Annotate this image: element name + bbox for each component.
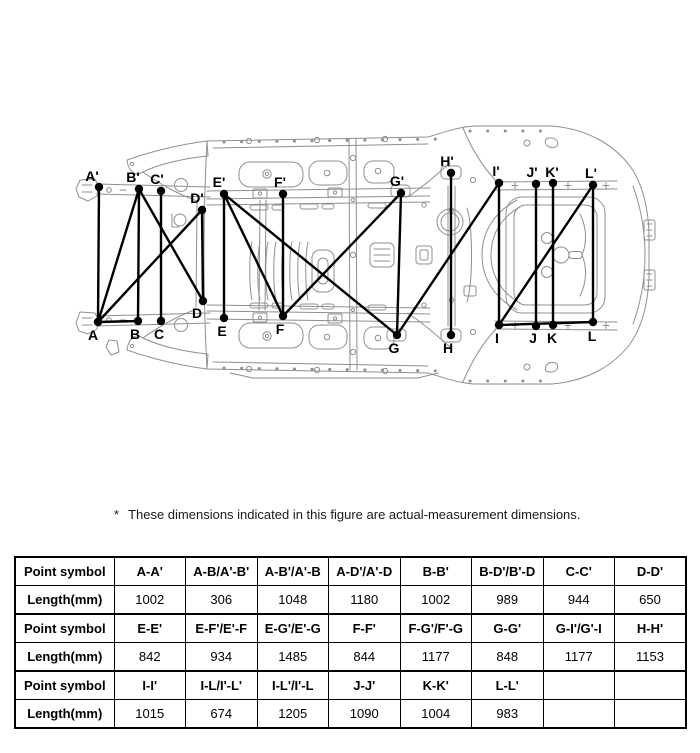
point-dot-K	[549, 321, 557, 329]
cell-r6c6: 983	[472, 700, 544, 729]
table-row-3	[15, 614, 686, 643]
table-row-2	[15, 586, 686, 615]
point-dot-H	[447, 331, 455, 339]
cell-r2c5: 1002	[400, 586, 472, 615]
cell-r2c1: 1002	[114, 586, 186, 615]
cell-r5c8	[615, 671, 687, 700]
measure-line-A-D'	[98, 210, 202, 322]
point-dot-C'	[157, 187, 165, 195]
figure-note	[114, 507, 580, 522]
cell-r5c5: K-K'	[400, 671, 472, 700]
cell-r2c2: 306	[186, 586, 258, 615]
point-dot-J	[532, 322, 540, 330]
cell-r3c3: E-G'/E'-G	[257, 614, 329, 643]
row-header-5: Point symbol	[15, 671, 114, 700]
cell-r1c4: A-D'/A'-D	[329, 557, 401, 586]
measure-line-D-D'	[202, 210, 203, 301]
point-dot-A	[94, 318, 102, 326]
measure-line-I-L	[499, 322, 593, 325]
cell-r6c4: 1090	[329, 700, 401, 729]
note-text: These dimensions indicated in this figure are actual-measurement dimensions.	[128, 507, 581, 522]
point-dot-D	[199, 297, 207, 305]
cell-r6c2: 674	[186, 700, 258, 729]
cell-r6c7	[543, 700, 615, 729]
point-dot-K'	[549, 179, 557, 187]
point-dot-L'	[589, 181, 597, 189]
point-label-G: G	[388, 340, 400, 356]
point-label-D: D	[191, 305, 203, 321]
cell-r6c3: 1205	[257, 700, 329, 729]
cell-r3c6: G-G'	[472, 614, 544, 643]
cell-r4c1: 842	[114, 643, 186, 672]
point-dot-G'	[397, 189, 405, 197]
cell-r6c1: 1015	[114, 700, 186, 729]
point-label-A: A	[87, 327, 99, 343]
point-dot-C	[157, 317, 165, 325]
measure-line-A-A'	[98, 187, 99, 322]
point-dot-G	[393, 331, 401, 339]
cell-r4c8: 1153	[615, 643, 687, 672]
cell-r2c3: 1048	[257, 586, 329, 615]
point-label-H: H	[442, 340, 454, 356]
cell-r3c7: G-I'/G'-I	[543, 614, 615, 643]
point-label-K': K'	[545, 164, 559, 180]
measure-line-B-B'	[138, 189, 139, 321]
point-dot-F	[279, 312, 287, 320]
cell-r4c6: 848	[472, 643, 544, 672]
point-dot-B'	[135, 185, 143, 193]
cell-r6c8	[615, 700, 687, 729]
cell-r1c8: D-D'	[615, 557, 687, 586]
point-label-J: J	[529, 330, 537, 346]
point-label-I: I	[495, 330, 499, 346]
cell-r1c2: A-B/A'-B'	[186, 557, 258, 586]
point-label-F: F	[275, 321, 285, 337]
row-header-2: Length(mm)	[15, 586, 114, 615]
point-label-A': A'	[85, 168, 99, 184]
table-row-6	[15, 700, 686, 729]
point-dot-I	[495, 321, 503, 329]
cell-r4c2: 934	[186, 643, 258, 672]
cell-r3c8: H-H'	[615, 614, 687, 643]
point-label-C: C	[153, 326, 165, 342]
point-dot-E	[220, 314, 228, 322]
row-header-1: Point symbol	[15, 557, 114, 586]
point-dot-H'	[447, 169, 455, 177]
cell-r2c8: 650	[615, 586, 687, 615]
cell-r1c1: A-A'	[114, 557, 186, 586]
point-dot-E'	[220, 190, 228, 198]
measure-line-A-B	[98, 321, 138, 322]
cell-r5c2: I-L/I'-L'	[186, 671, 258, 700]
row-header-3: Point symbol	[15, 614, 114, 643]
point-dot-A'	[95, 183, 103, 191]
row-header-6: Length(mm)	[15, 700, 114, 729]
table-row-1	[15, 557, 686, 586]
point-label-J': J'	[526, 164, 538, 180]
cell-r1c6: B-D'/B'-D	[472, 557, 544, 586]
table-row-4	[15, 643, 686, 672]
point-label-E': E'	[212, 174, 226, 190]
cell-r5c1: I-I'	[114, 671, 186, 700]
cell-r6c5: 1004	[400, 700, 472, 729]
point-label-B': B'	[126, 169, 140, 185]
cell-r2c4: 1180	[329, 586, 401, 615]
point-label-K: K	[546, 330, 558, 346]
dimensions-table	[14, 556, 687, 729]
point-label-H': H'	[440, 153, 454, 169]
cell-r3c2: E-F'/E'-F	[186, 614, 258, 643]
cell-r4c7: 1177	[543, 643, 615, 672]
point-label-F': F'	[274, 174, 286, 190]
point-label-C': C'	[150, 171, 164, 187]
row-header-4: Length(mm)	[15, 643, 114, 672]
point-label-D': D'	[190, 190, 204, 206]
cell-r1c3: A-B'/A'-B	[257, 557, 329, 586]
cell-r3c1: E-E'	[114, 614, 186, 643]
point-label-L': L'	[585, 165, 597, 181]
cell-r2c6: 989	[472, 586, 544, 615]
measure-line-A-B'	[98, 189, 139, 322]
cell-r5c4: J-J'	[329, 671, 401, 700]
cell-r5c7	[543, 671, 615, 700]
point-label-L: L	[587, 328, 597, 344]
point-dot-B	[134, 317, 142, 325]
measure-line-I-L'	[499, 185, 593, 325]
point-label-E: E	[217, 323, 227, 339]
note-asterisk: *	[114, 507, 120, 522]
cell-r5c3: I-L'/I'-L	[257, 671, 329, 700]
table-row-5	[15, 671, 686, 700]
cell-r4c5: 1177	[400, 643, 472, 672]
cell-r3c4: F-F'	[329, 614, 401, 643]
cell-r1c5: B-B'	[400, 557, 472, 586]
cell-r4c4: 844	[329, 643, 401, 672]
point-dot-L	[589, 318, 597, 326]
cell-r2c7: 944	[543, 586, 615, 615]
point-label-G': G'	[389, 173, 405, 189]
point-dot-D'	[198, 206, 206, 214]
cell-r1c7: C-C'	[543, 557, 615, 586]
cell-r3c5: F-G'/F'-G	[400, 614, 472, 643]
cell-r4c3: 1485	[257, 643, 329, 672]
point-dot-F'	[279, 190, 287, 198]
point-dot-J'	[532, 180, 540, 188]
cell-r5c6: L-L'	[472, 671, 544, 700]
point-dot-I'	[495, 179, 503, 187]
car-underbody-artwork	[76, 126, 655, 384]
point-label-I': I'	[492, 163, 500, 179]
point-label-B: B	[129, 326, 141, 342]
